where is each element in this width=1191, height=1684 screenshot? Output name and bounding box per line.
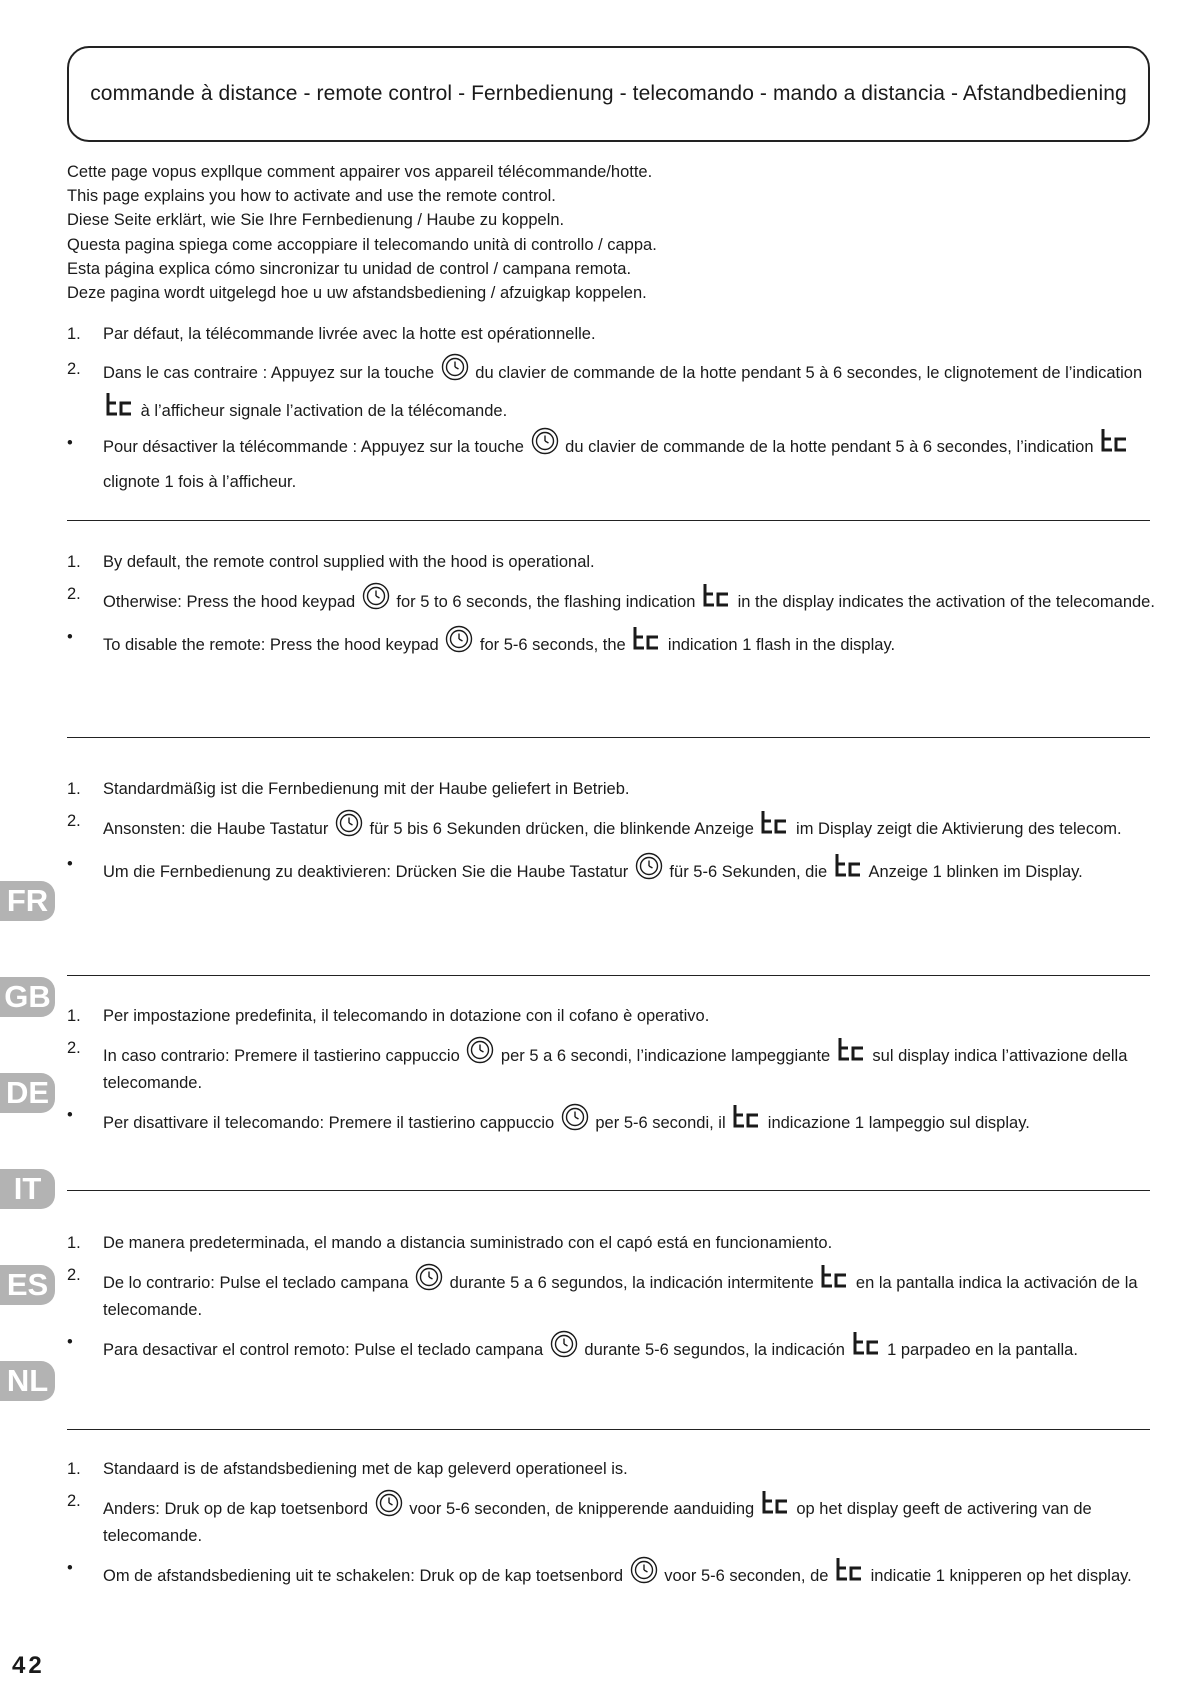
tc-display-icon (1100, 428, 1128, 463)
page-number: 42 (12, 1652, 45, 1679)
tc-display-icon (852, 1331, 880, 1362)
tc-display-icon (837, 1037, 865, 1068)
timer-key-icon (635, 852, 663, 887)
item-text: durante 5-6 segundos, la indicación (579, 1341, 850, 1359)
list-marker: 2. (67, 812, 81, 830)
timer-key-icon (466, 1036, 494, 1071)
intro-line: Cette page vopus expllque comment appairer vos appareil télécommande/hotte. (67, 163, 653, 181)
timer-key-icon (335, 809, 363, 844)
list-marker: 2. (67, 585, 81, 603)
item-text: durante 5 a 6 segundos, la indicación intermitente (445, 1274, 819, 1292)
item-text: indicatie 1 knipperen op het display. (866, 1567, 1132, 1585)
tc-display-icon (835, 1557, 863, 1588)
item-text: for 5 to 6 seconds, the flashing indication (391, 593, 701, 611)
lang-tab-gb[interactable]: GB (0, 977, 55, 1017)
item-text: Anzeige 1 blinken im Display. (864, 863, 1083, 881)
list-item (67, 1231, 1157, 1255)
list-marker: • (67, 628, 73, 646)
item-text: Anders: Druk op de kap toetsenbord (103, 1500, 373, 1518)
tc-display-icon (732, 1104, 760, 1135)
item-text: op het display geeft de activering van de telecomande. (103, 1500, 1092, 1545)
timer-key-icon (561, 1103, 589, 1138)
list-item (67, 1103, 1157, 1138)
item-text: Pour désactiver la télécommande : Appuyez sur la touche (103, 438, 529, 456)
item-text: du clavier de commande de la hotte pendant 5 à 6 secondes, l’indication (560, 438, 1099, 456)
tc-display-icon (760, 810, 788, 841)
list-marker: 1. (67, 1234, 81, 1252)
list-marker: 2. (67, 1266, 81, 1284)
item-text: Om de afstandsbediening uit te schakelen: Druk op de kap toetsenbord (103, 1567, 628, 1585)
section-divider (67, 737, 1150, 738)
list-marker: 1. (67, 553, 81, 571)
intro-block (67, 160, 1157, 305)
section-divider (67, 975, 1150, 976)
section-fr (67, 322, 1157, 506)
item-text: Per disattivare il telecomando: Premere il tastierino cappuccio (103, 1114, 559, 1132)
item-text: à l’afficheur signale l’activation de la télécomande. (136, 402, 508, 420)
list-marker: 1. (67, 1007, 81, 1025)
timer-key-icon (415, 1263, 443, 1298)
section-it (67, 1004, 1157, 1146)
item-text: du clavier de commande de la hotte pendant 5 à 6 secondes, le clignotement de l’indication (470, 364, 1143, 382)
list-item (67, 777, 1157, 801)
timer-key-icon (441, 353, 469, 392)
timer-key-icon (375, 1489, 403, 1524)
section-gb (67, 550, 1157, 668)
list-item (67, 550, 1157, 574)
list-item (67, 1489, 1157, 1548)
item-text: per 5 a 6 secondi, l’indicazione lampeggiante (496, 1047, 835, 1065)
item-text: en la pantalla indica la activación de la telecomande. (103, 1274, 1138, 1319)
list-item (67, 427, 1157, 498)
lang-tab-it[interactable]: IT (0, 1169, 55, 1209)
list-item (67, 1036, 1157, 1095)
list-item (67, 322, 1157, 346)
list-item (67, 1457, 1157, 1481)
list-marker: • (67, 1559, 73, 1577)
item-text: De lo contrario: Pulse el teclado campana (103, 1274, 414, 1292)
item-text: Par défaut, la télécommande livrée avec la hotte est opérationnelle. (103, 325, 596, 343)
list-item (67, 625, 1157, 660)
item-text: Per impostazione predefinita, il telecomando in dotazione con il cofano è operativo. (103, 1007, 710, 1025)
page-title: commande à distance - remote control - Fernbedienung - telecomando - mando a distancia - Afstandbediening (90, 82, 1127, 105)
list-marker: • (67, 1106, 73, 1124)
item-text: Um die Fernbedienung zu deaktivieren: Drücken Sie die Haube Tastatur (103, 863, 633, 881)
timer-key-icon (630, 1556, 658, 1591)
section-es (67, 1231, 1157, 1373)
tc-display-icon (761, 1490, 789, 1521)
section-nl (67, 1457, 1157, 1599)
list-item (67, 852, 1157, 887)
list-marker: 2. (67, 1492, 81, 1510)
title-box (67, 46, 1150, 142)
item-text: Ansonsten: die Haube Tastatur (103, 820, 333, 838)
list-item (67, 1330, 1157, 1365)
item-text: indicazione 1 lampeggio sul display. (763, 1114, 1030, 1132)
section-divider (67, 520, 1150, 521)
section-de (67, 777, 1157, 895)
item-text: Otherwise: Press the hood keypad (103, 593, 360, 611)
tc-display-icon (820, 1264, 848, 1295)
intro-line: Diese Seite erklärt, wie Sie Ihre Fernbedienung / Haube zu koppeln. (67, 211, 565, 230)
list-marker: 1. (67, 325, 81, 343)
lang-tab-fr[interactable]: FR (0, 881, 55, 921)
timer-key-icon (550, 1330, 578, 1365)
intro-line: Esta página explica cómo sincronizar tu unidad de control / campana remota. (67, 259, 632, 278)
item-text: Standaard is de afstandsbediening met de kap geleverd operationeel is. (103, 1460, 628, 1478)
item-text: für 5-6 Sekunden, die (664, 863, 832, 881)
item-text: sul display indica l’attivazione della telecomande. (103, 1047, 1128, 1092)
tc-display-icon (702, 583, 730, 614)
intro-line: Deze pagina wordt uitgelegd hoe u uw afstandsbediening / afzuigkap koppelen. (67, 284, 647, 303)
item-text: for 5-6 seconds, the (475, 636, 631, 654)
item-text: voor 5-6 seconden, de (659, 1567, 834, 1585)
lang-tab-de[interactable]: DE (0, 1073, 55, 1113)
list-marker: 1. (67, 1460, 81, 1478)
item-text: indication 1 flash in the display. (663, 636, 896, 654)
list-item (67, 1004, 1157, 1028)
item-text: voor 5-6 seconden, de knipperende aanduiding (404, 1500, 759, 1518)
list-marker: 2. (67, 1039, 81, 1057)
list-marker: • (67, 434, 73, 452)
item-text: Standardmäßig ist die Fernbedienung mit der Haube geliefert in Betrieb. (103, 780, 630, 798)
intro-line: This page explains you how to activate and use the remote control. (67, 187, 556, 206)
item-text: per 5-6 secondi, il (590, 1114, 731, 1132)
tc-display-icon (834, 853, 862, 884)
list-item (67, 582, 1157, 617)
tc-display-icon (632, 626, 660, 657)
section-divider (67, 1429, 1150, 1430)
list-item (67, 1556, 1157, 1591)
item-text: De manera predeterminada, el mando a distancia suministrado con el capó está en funcionamiento. (103, 1234, 833, 1252)
lang-tab-es[interactable]: ES (0, 1265, 55, 1305)
item-text: für 5 bis 6 Sekunden drücken, die blinkende Anzeige (364, 820, 759, 838)
list-marker: 1. (67, 780, 81, 798)
list-marker: • (67, 855, 73, 873)
item-text: in the display indicates the activation of the telecomande. (733, 593, 1155, 611)
intro-line: Questa pagina spiega come accoppiare il telecomando unità di controllo / cappa. (67, 235, 657, 254)
section-divider (67, 1190, 1150, 1191)
list-marker: 2. (67, 360, 81, 378)
list-item (67, 1263, 1157, 1322)
item-text: In caso contrario: Premere il tastierino cappuccio (103, 1047, 465, 1065)
lang-tab-nl[interactable]: NL (0, 1361, 55, 1401)
list-item (67, 809, 1157, 844)
item-text: 1 parpadeo en la pantalla. (882, 1341, 1078, 1359)
timer-key-icon (362, 582, 390, 617)
item-text: By default, the remote control supplied with the hood is operational. (103, 553, 595, 571)
item-text: clignote 1 fois à l’afficheur. (103, 473, 297, 491)
item-text: im Display zeigt die Aktivierung des telecom. (791, 820, 1122, 838)
item-text: To disable the remote: Press the hood keypad (103, 636, 444, 654)
list-marker: • (67, 1333, 73, 1351)
timer-key-icon (531, 427, 559, 466)
item-text: Dans le cas contraire : Appuyez sur la touche (103, 364, 439, 382)
timer-key-icon (445, 625, 473, 660)
tc-display-icon (105, 392, 133, 427)
list-item (67, 353, 1157, 427)
item-text: Para desactivar el control remoto: Pulse el teclado campana (103, 1341, 548, 1359)
